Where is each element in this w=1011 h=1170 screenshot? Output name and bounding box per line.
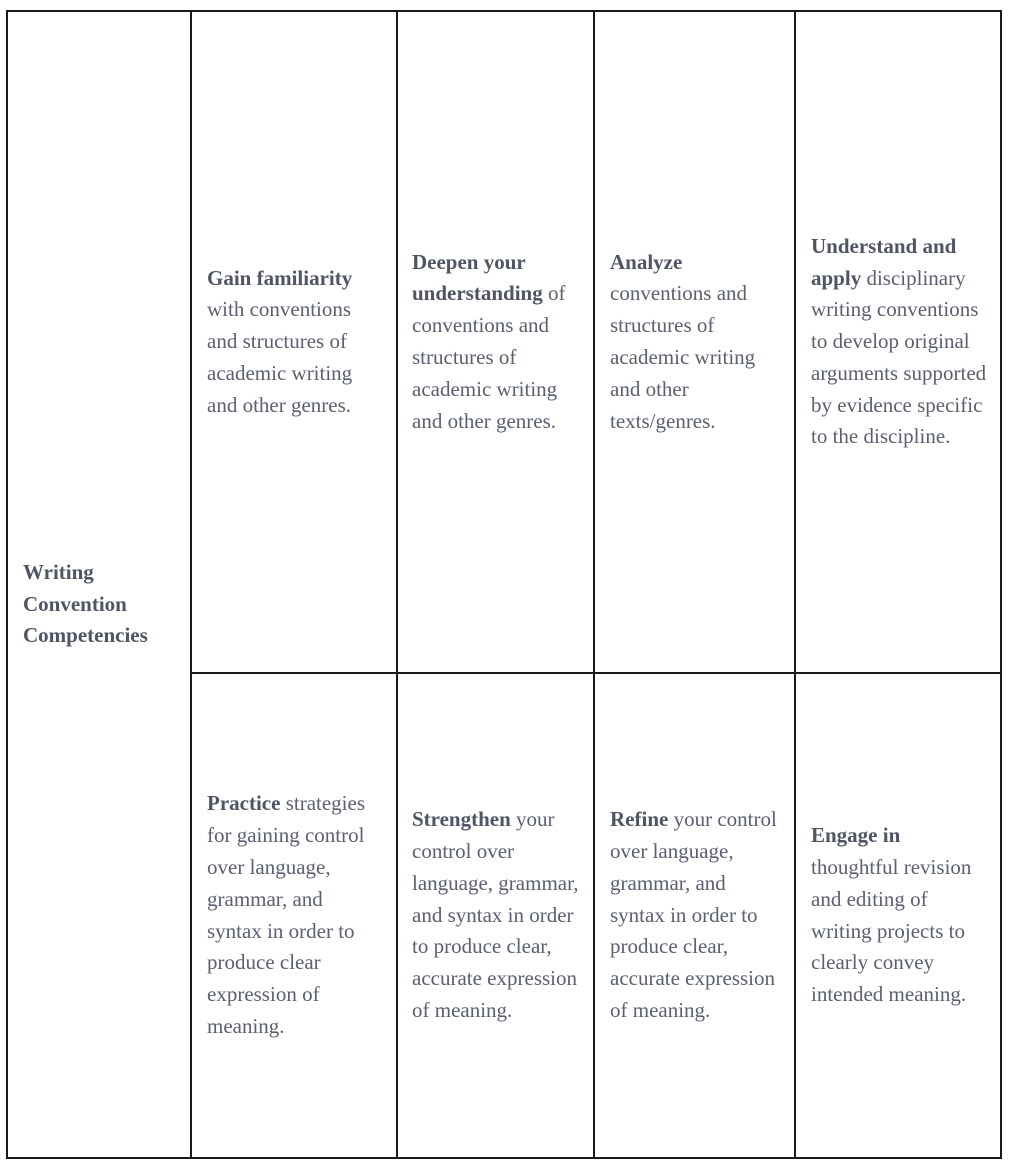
cell-keyword: Understand and apply [811, 233, 957, 290]
cell-text: your control over language, grammar, and syntax in order to produce clear, accurate expression of meaning. [412, 807, 579, 1022]
table-cell [207, 674, 381, 1157]
cell-keyword: Gain familiarity [207, 265, 353, 290]
cell-text: your control over language, grammar, and syntax in order to produce clear, accurate expression of meaning. [610, 807, 777, 1022]
cell-text: strategies for gaining control over language, grammar, and syntax in order to produce clear expression of meaning. [207, 791, 366, 1038]
competency-table [6, 10, 1002, 1159]
cell-keyword: Analyze [610, 249, 683, 274]
cell-keyword: Strengthen [412, 807, 511, 832]
row-header-label: Writing Convention Competencies [23, 559, 148, 648]
column-divider [794, 12, 796, 1157]
table-cell [412, 12, 584, 672]
column-divider [190, 12, 192, 1157]
table-cell [412, 674, 584, 1157]
cell-keyword: Practice [207, 791, 281, 816]
cell-text: thoughtful revision and editing of writing projects to clearly convey intended meaning. [811, 854, 972, 1007]
cell-text: with conventions and structures of academic writing and other genres. [207, 297, 353, 417]
cell-keyword: Refine [610, 807, 669, 832]
row-header-cell [23, 12, 185, 1157]
table-cell [610, 674, 780, 1157]
table-cell [207, 12, 379, 672]
cell-keyword: Engage in [811, 823, 901, 848]
table-cell [811, 674, 991, 1157]
column-divider [593, 12, 595, 1157]
cell-text: of conventions and structures of academic writing and other genres. [412, 281, 566, 433]
cell-keyword: Deepen your understanding [412, 249, 543, 306]
table-cell [811, 12, 991, 672]
table-cell [610, 12, 784, 672]
cell-text: disciplinary writing conventions to develop original arguments supported by evidence specific to the discipline. [811, 265, 987, 449]
cell-text: conventions and structures of academic writing and other texts/genres. [610, 281, 756, 433]
column-divider [396, 12, 398, 1157]
